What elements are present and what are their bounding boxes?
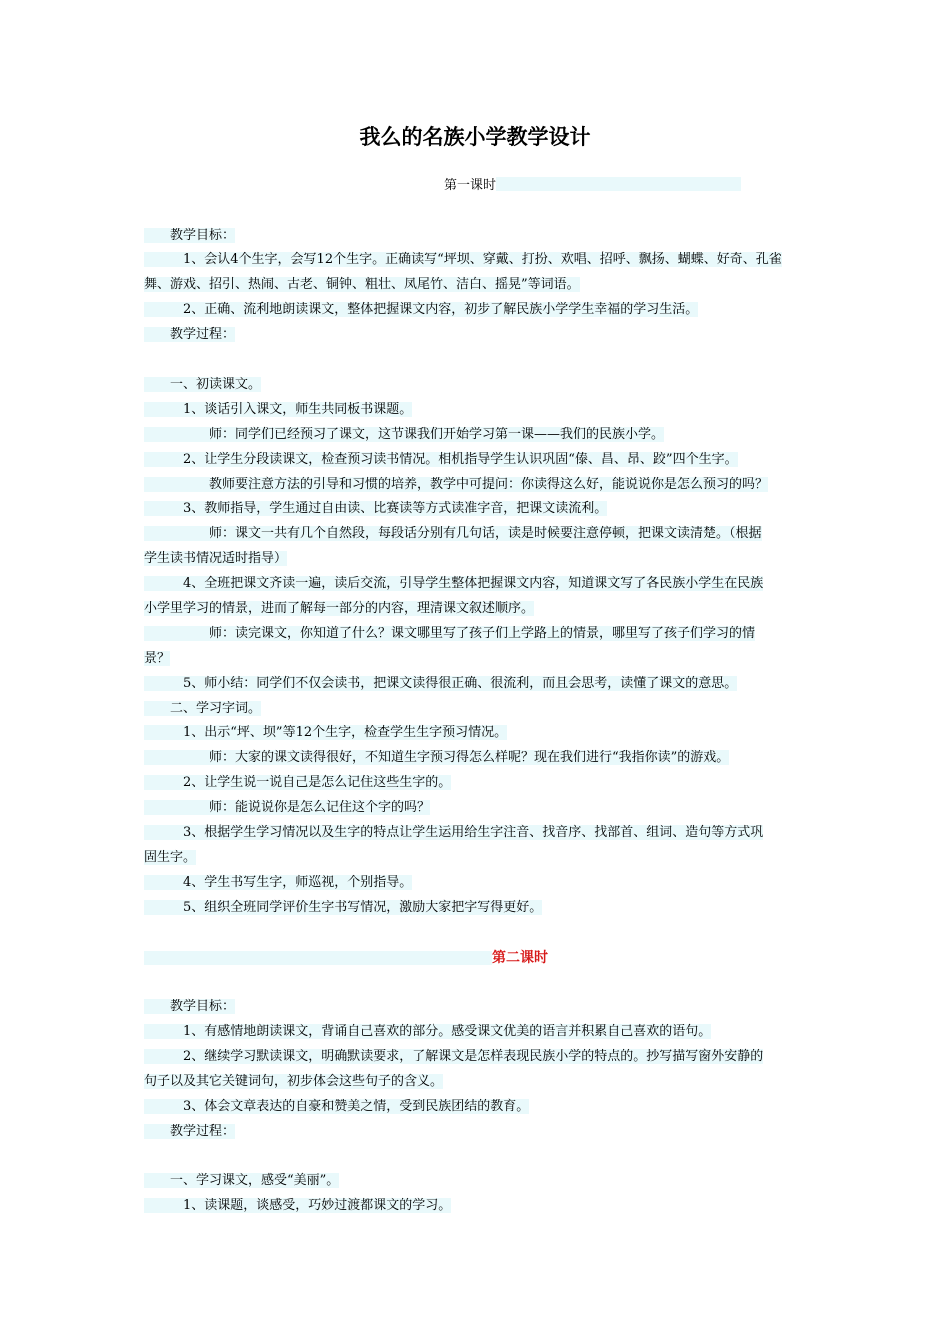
text-line: 二、学习字词。 [144,701,262,716]
text-line: 教学过程： [144,327,236,342]
text-line: 3、根据学生学习情况以及生字的特点让学生运用给生字注音、找音序、找部首、组词、造句等方式巩 [144,825,764,840]
text-line: 5、组织全班同学评价生字书写情况，激励大家把字写得更好。 [144,900,543,915]
text-line: 小学里学习的情景，进而了解每一部分的内容，理清课文叙述顺序。 [144,601,535,616]
text-line: 2、继续学习默读课文，明确默读要求，了解课文是怎样表现民族小学的特点的。抄写描写窗外安静的 [144,1049,764,1064]
document-title: 我么的名族小学教学设计 [359,124,591,149]
text-line: 一、学习课文，感受“美丽”。 [144,1173,340,1188]
text-line: 2、让学生分段读课文，检查预习读书情况。相机指导学生认识巩固“傣、昌、昂、跤”四个生字。 [144,452,738,467]
lesson2-heading [144,948,812,968]
text-line: 1、有感情地朗读课文，背诵自己喜欢的部分。感受课文优美的语言并积累自己喜欢的语句。 [144,1024,712,1039]
text-line: 教师要注意方法的引导和习惯的培养，教学中可提问：你读得这么好，能说说你是怎么预习的吗？ [144,477,769,492]
text-line: 学生读书情况适时指导） [144,551,288,566]
text-line: 师：课文一共有几个自然段，每段话分别有几句话，读是时候要注意停顿，把课文读清楚。（根据 [144,526,762,541]
text-line: 景？ [144,651,171,666]
text-line: 3、体会文章表达的自豪和赞美之情，受到民族团结的教育。 [144,1099,530,1114]
text-line: 师：能说说你是怎么记住这个字的吗？ [144,800,431,815]
text-line: 师：读完课文，你知道了什么？课文哪里写了孩子们上学路上的情景，哪里写了孩子们学习的情 [144,626,756,641]
text-line: 3、教师指导，学生通过自由读、比赛读等方式读准字音，把课文读流利。 [144,501,608,516]
text-line: 1、会认4个生字，会写12个生字。正确读写“坪坝、穿戴、打扮、欢唱、招呼、飘扬、蝴蝶、好奇、孔雀 [144,252,782,267]
text-line: 教学过程： [144,1124,236,1139]
text-line: 句子以及其它关键词句，初步体会这些句子的含义。 [144,1074,444,1089]
text-line: 固生字。 [144,850,197,865]
lesson1-heading-text: 第一课时 [444,178,497,193]
text-line: 舞、游戏、招引、热闹、古老、铜钟、粗壮、凤尾竹、洁白、摇晃”等词语。 [144,277,580,292]
lesson2-heading-text: 第二课时 [492,950,548,966]
text-line: 师：大家的课文读得很好，不知道生字预习得怎么样呢？现在我们进行“我指你读”的游戏。 [144,750,730,765]
text-line: 教学目标： [144,999,236,1014]
text-line: 1、读课题，谈感受，巧妙过渡都课文的学习。 [144,1198,452,1213]
text-line: 教学目标： [144,228,236,243]
lesson1-heading [444,177,741,195]
text-line: 5、师小结：同学们不仅会读书，把课文读得很正确、很流利，而且会思考，读懂了课文的意思。 [144,676,738,691]
text-line: 师：同学们已经预习了课文，这节课我们开始学习第一课——我们的民族小学。 [144,427,665,442]
text-line: 2、让学生说一说自己是怎么记住这些生字的。 [144,775,452,790]
text-line: 一、初读课文。 [144,377,262,392]
text-line: 4、学生书写生字，师巡视，个别指导。 [144,875,413,890]
highlight-bar [144,951,492,965]
text-line: 4、全班把课文齐读一遍，读后交流，引导学生整体把握课文内容，知道课文写了各民族小学生在民族 [144,576,764,591]
text-line: 1、出示“坪、坝”等12个生字，检查学生生字预习情况。 [144,725,508,740]
text-line: 2、正确、流利地朗读课文，整体把握课文内容，初步了解民族小学学生幸福的学习生活。 [144,302,699,317]
highlight-bar [496,177,741,191]
text-line: 1、谈话引入课文，师生共同板书课题。 [144,402,413,417]
